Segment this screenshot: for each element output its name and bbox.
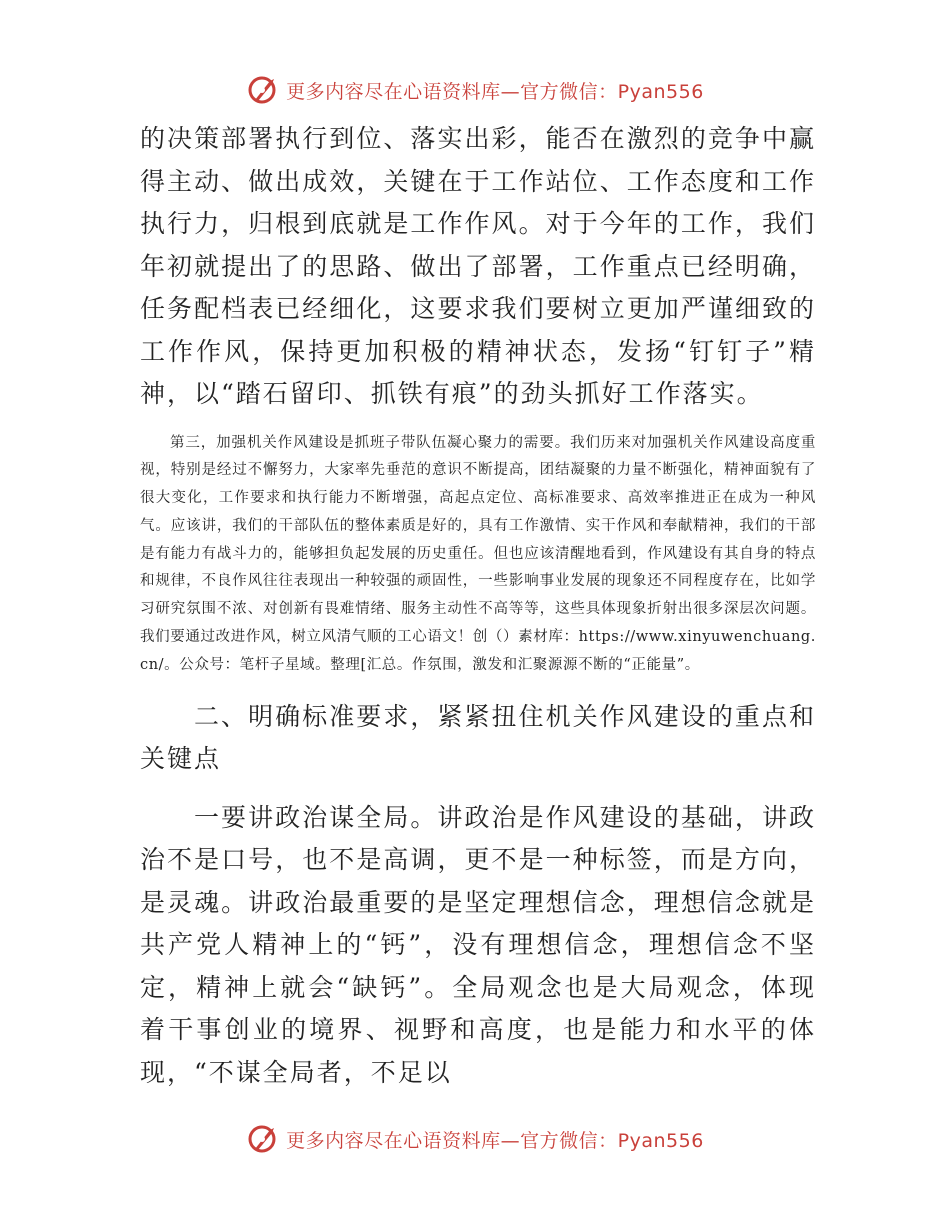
document-body xyxy=(140,118,816,1094)
header-watermark-banner xyxy=(0,70,950,110)
footer-watermark-banner xyxy=(0,1119,950,1159)
quill-logo-icon xyxy=(246,1122,280,1156)
footer-banner-text: 更多内容尽在心语资料库—官方微信：Pyan556 xyxy=(286,1129,704,1152)
body-paragraph-3: 一要讲政治谋全局。讲政治是作风建设的基础，讲政治不是口号，也不是高调，更不是一种标签，而是方向，是灵魂。讲政治最重要的是坚定理想信念，理想信念就是共产党人精神上的“钙”，没有理想信念，理想信念不坚定，精神上就会“缺钙”。全局观念也是大局观念，体现着干事创业的境界、视野和高度，也是能力和水平的体现，“不谋全局者，不足以 xyxy=(140,802,816,1087)
quill-logo-icon xyxy=(246,73,280,107)
header-banner-text: 更多内容尽在心语资料库—官方微信：Pyan556 xyxy=(286,80,704,103)
body-paragraph-1: 的决策部署执行到位、落实出彩，能否在激烈的竞争中赢得主动、做出成效，关键在于工作站位、工作态度和工作执行力，归根到底就是工作作风。对于今年的工作，我们年初就提出了的思路、做出了部署，工作重点已经明确，任务配档表已经细化，这要求我们要树立更加严谨细致的工作作风，保持更加积极的精神状态，发扬“钉钉子”精神，以“踏石留印、抓铁有痕”的劲头抓好工作落实。 xyxy=(140,124,816,408)
section-heading-2: 二、明确标准要求，紧紧扭住机关作风建设的重点和关键点 xyxy=(140,701,816,774)
body-paragraph-2-small: 第三，加强机关作风建设是抓班子带队伍凝心聚力的需要。我们历来对加强机关作风建设高度重视，特别是经过不懈努力，大家率先垂范的意识不断提高，团结凝聚的力量不断强化，精神面貌有了很大变化，工作要求和执行能力不断增强，高起点定位、高标准要求、高效率推进正在成为一种风气。应该讲，我们的干部队伍的整体素质是好的，具有工作激情、实干作风和奉献精神，我们的干部是有能力有战斗力的，能够担负起发展的历史重任。但也应该清醒地看到，作风建设有其自身的特点和规律，不良作风往往表现出一种较强的顽固性，一些影响事业发展的现象还不同程度存在，比如学习研究氛围不浓、对创新有畏难情绪、服务主动性不高等等，这些具体现象折射出很多深层次问题。我们要通过改进作风，树立风清气顺的工心语文！创（）素材库：https://www.xinyuwenchuang.cn/。公众号：笔杆子星域。整理[汇总。作氛围，激发和汇聚源源不断的“正能量”。 xyxy=(140,434,816,673)
